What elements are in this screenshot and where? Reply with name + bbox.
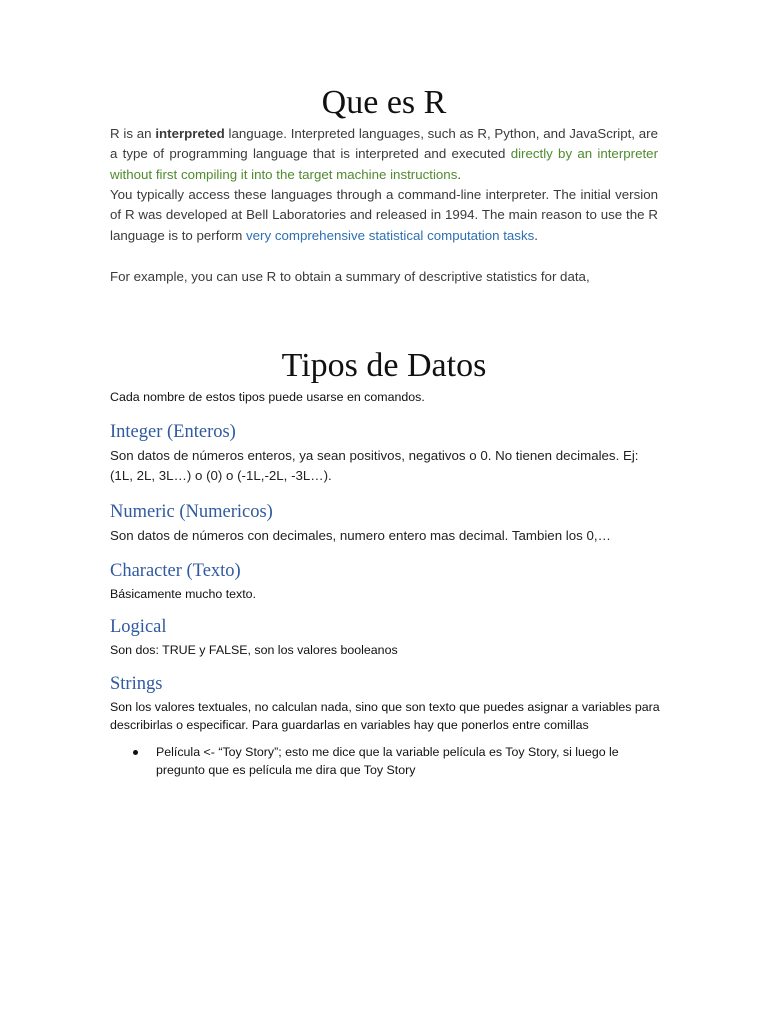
heading-integer: Integer (Enteros) — [110, 422, 236, 442]
para1-bold: interpreted — [155, 126, 225, 141]
para2-text-c: . — [534, 227, 538, 243]
para1-text-c: . — [457, 166, 462, 182]
para1-green-highlight: directly by an interpreter without first compiling it into the target machine instructions — [110, 146, 658, 182]
logical-description: Son dos: TRUE y FALSE, son los valores booleanos — [110, 643, 398, 657]
bullet-text: Película <- “Toy Story”; esto me dice que la variable película es Toy Story, si luego le pregunto que es película me dira que Toy Story — [156, 745, 619, 777]
paragraph-interpreted — [110, 124, 658, 185]
section-title-que-es-r: Que es R — [321, 84, 447, 121]
integer-description: Son datos de números enteros, ya sean positivos, negativos o 0. No tienen decimales. Ej: (1L, 2L, 3L…) o (0) o (-1L,-2L, -3L…). — [110, 448, 639, 484]
paragraph-history — [110, 185, 658, 246]
para2-blue-highlight: very comprehensive statistical computation tasks — [246, 227, 535, 243]
heading-character: Character (Texto) — [110, 561, 241, 581]
para1-text-a: R is an — [110, 126, 156, 141]
bullet-icon — [133, 750, 138, 755]
heading-strings: Strings — [110, 674, 163, 694]
para1-text-b: language. Interpreted languages, such as R, Python, and JavaScript, are a type of programming language that is interpreted and executed — [110, 126, 658, 162]
strings-description: Son los valores textuales, no calculan nada, sino que son texto que puedes asignar a variables para describirlas o especificar. Para guardarlas en variables hay que ponerlos entre comillas — [110, 700, 660, 732]
heading-numeric: Numeric (Numericos) — [110, 502, 273, 522]
character-description: Básicamente mucho texto. — [110, 587, 257, 601]
numeric-description: Son datos de números con decimales, numero entero mas decimal. Tambien los 0,… — [110, 528, 611, 543]
section-title-tipos-de-datos: Tipos de Datos — [281, 347, 487, 384]
paragraph-example: For example, you can use R to obtain a summary of descriptive statistics for data, — [110, 269, 590, 284]
tipos-intro: Cada nombre de estos tipos puede usarse en comandos. — [110, 390, 425, 404]
para2-text-a: You typically access these languages through a command-line interpreter. The initial version of R was developed at Bell Laboratories and released in 1994. The main reason to use the R language is to perform — [110, 187, 658, 243]
heading-logical: Logical — [110, 617, 167, 637]
